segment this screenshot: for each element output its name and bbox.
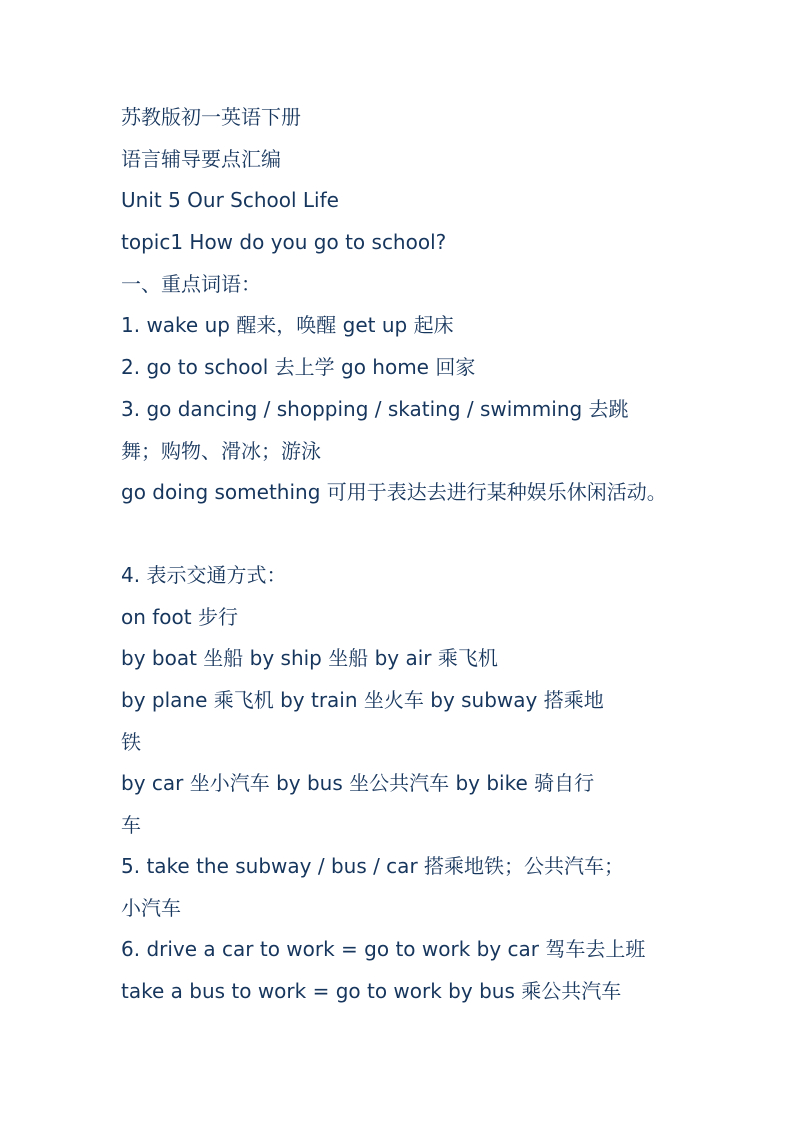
text-line: by car 坐小汽车 by bus 坐公共汽车 by bike 骑自行 bbox=[121, 771, 595, 795]
text-line: 车 bbox=[121, 813, 141, 837]
text-line: go doing something 可用于表达去进行某种娱乐休闲活动。 bbox=[121, 480, 667, 504]
text-line: 5. take the subway / bus / car 搭乘地铁；公共汽车； bbox=[121, 854, 625, 878]
doc-title: 苏教版初一英语下册 bbox=[121, 105, 301, 129]
text-line: 舞；购物、滑冰；游泳 bbox=[121, 439, 321, 463]
text-line: 1. wake up 醒来，唤醒 get up 起床 bbox=[121, 313, 454, 337]
doc-subtitle: 语言辅导要点汇编 bbox=[121, 147, 281, 171]
text-line: take a bus to work = go to work by bus 乘公共汽车 bbox=[121, 979, 622, 1003]
text-line: on foot 步行 bbox=[121, 605, 238, 629]
section-heading-key-words: 一、重点词语： bbox=[121, 272, 261, 296]
text-line: 铁 bbox=[121, 730, 141, 754]
text-line: 小汽车 bbox=[121, 896, 181, 920]
text-line: by boat 坐船 by ship 坐船 by air 乘飞机 bbox=[121, 646, 498, 670]
text-line: 2. go to school 去上学 go home 回家 bbox=[121, 355, 476, 379]
text-line: by plane 乘飞机 by train 坐火车 by subway 搭乘地 bbox=[121, 688, 604, 712]
text-line: 6. drive a car to work = go to work by car 驾车去上班 bbox=[121, 937, 646, 961]
text-line: 3. go dancing / shopping / skating / swimming 去跳 bbox=[121, 397, 629, 421]
unit-heading: Unit 5 Our School Life bbox=[121, 188, 339, 212]
topic-heading: topic1 How do you go to school? bbox=[121, 230, 447, 254]
section-heading-transport: 4. 表示交通方式： bbox=[121, 563, 287, 587]
